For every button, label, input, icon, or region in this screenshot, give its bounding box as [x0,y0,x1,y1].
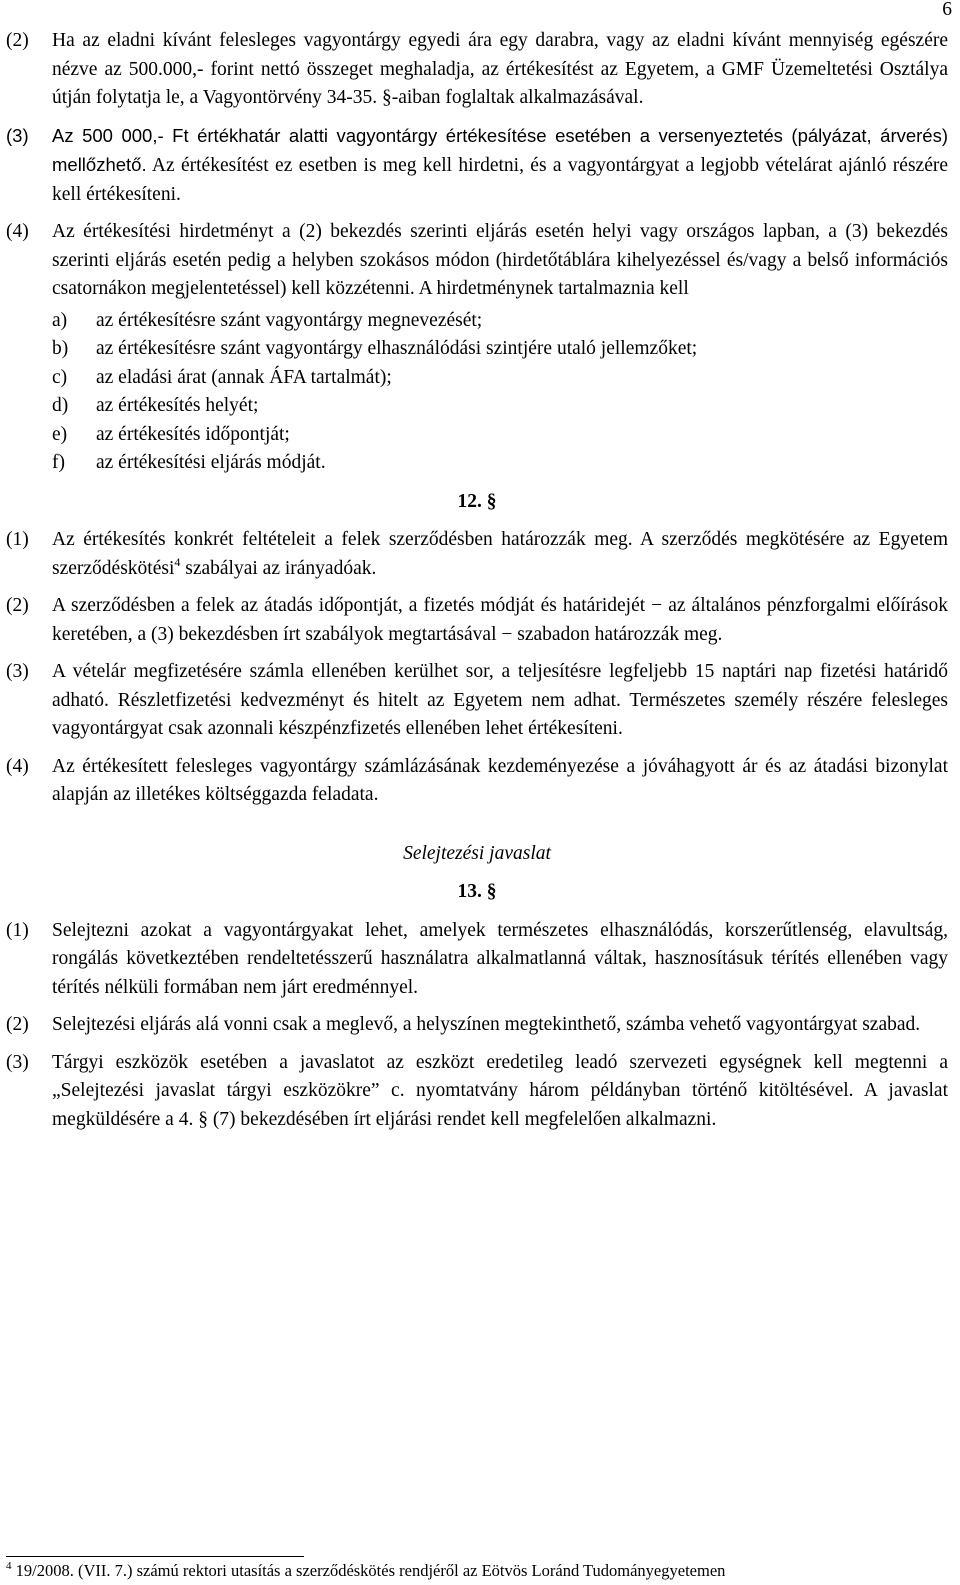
list-text: az értékesítési eljárás módját. [96,452,326,473]
paragraph-text-sans: Az 500 000,- Ft értékhatár alatti vagyontárgy értékesítése esetében a versenyeztetés (pályázat, árverés) mellőzhető. [52,124,948,175]
paragraph-number: (3) [6,124,29,146]
paragraph-text: Az értékesített felesleges vagyontárgy számlázásának kezdeményezése a jóváhagyott ár és az átadási bizonylat alapján az illetékes költséggazda feladata. [52,755,948,805]
list-text: az eladási árat (annak ÁFA tartalmát); [96,366,392,388]
paragraph-number: (3) [6,1051,29,1073]
paragraph-number: (2) [6,595,29,616]
footnote-marker: 4 [6,1560,12,1572]
paragraph-text: A szerződésben a felek az átadás időpontját, a fizetés módját és határidejét − az általános pénzforgalmi előírások keretében, a (3) bekezdésben írt szabályok megtartásával − szabadon határozzák meg. [52,595,948,645]
paragraph-text [52,122,948,210]
list-item [52,449,948,478]
paragraph-text [52,526,948,583]
paragraph-number: (1) [6,919,29,941]
paragraph-number: (3) [6,661,29,682]
footnote-reference: 4 [174,554,181,569]
list-item [52,335,948,364]
paragraph-13-2 [6,1011,948,1040]
paragraph-number: (4) [6,221,29,242]
paragraph-text: A vételár megfizetésére számla ellenében kerülhet sor, a teljesítésre legfeljebb 15 naptári nap fizetési határidő adható. Részletfizetési kedvezményt és hitelt az Egyetem nem adhat. Természetes személy részére felesleges vagyontárgyat csak azonnali készpénzfizetés ellenében lehet értékesíteni. [52,661,948,739]
paragraph-text: Selejtezési eljárás alá vonni csak a meglevő, a helyszínen megtekinthető, számba vehető vagyontárgyat szabad. [52,1014,921,1035]
list-label: c) [52,366,68,388]
paragraph-text: Az értékesítési hirdetményt a (2) bekezdés szerinti eljárás esetén helyi vagy országos lapban, a (3) bekezdés szerinti eljárás esetén pedig a helyben szokásos módon (hirdetőtáblára kihelyezéssel és/vagy a belső információs csatornákon megjelentetéssel) kell közzétenni. A hirdetménynek tartalmaznia kell [52,221,948,299]
paragraph-3 [6,122,948,210]
paragraph-number: (2) [6,30,29,51]
paragraph-13-1 [6,917,948,1003]
list-item [52,421,948,450]
footnote-separator [6,1556,304,1557]
paragraph-text-serif: Az értékesítést ez esetben is meg kell hirdetni, és a vagyontárgyat a legjobb vételárat ajánló részére kell értékesíteni. [52,155,948,205]
paragraph-text: Ha az eladni kívánt felesleges vagyontárgy egyedi ára egy darabra, vagy az eladni kívánt mennyiség egészére nézve az 500.000,- forint nettó összeget meghaladja, az értékesítést az Egyetem, a GMF Üzemeltetési Osztálya útján folytatja le, a Vagyontörvény 34-35. §-aiban foglaltak alkalmazásával. [52,30,948,108]
list-item [52,364,948,393]
list-text: az értékesítés időpontját; [96,423,290,445]
list-text: az értékesítés helyét; [96,395,259,416]
list-label: d) [52,395,69,416]
footnote-text: 19/2008. (VII. 7.) számú rektori utasítás a szerződéskötés rendjéről az Eötvös Loránd Tudományegyetemen [11,1561,726,1580]
list-label: e) [52,423,68,445]
section-13-heading: 13. § [457,881,497,902]
paragraph-12-1 [6,526,948,583]
requirements-list [52,307,948,478]
page-number: 6 [942,0,952,20]
paragraph-number: (2) [6,1014,29,1035]
list-label: a) [52,309,68,331]
list-text: az értékesítésre szánt vagyontárgy megnevezését; [96,309,483,331]
paragraph-12-2 [6,592,948,649]
list-item [52,392,948,421]
paragraph-12-3 [6,658,948,744]
list-label: f) [52,452,65,473]
paragraph-2 [6,27,948,113]
paragraph-text-before: Az értékesítés konkrét feltételeit a felek szerződésben határozzák meg. A szerződés megkötésére az Egyetem szerződéskötési [52,529,948,579]
paragraph-number: (1) [6,529,29,550]
list-item [52,307,948,336]
section-12-heading: 12. § [457,490,497,512]
paragraph-number: (4) [6,755,29,777]
paragraph-text: Tárgyi eszközök esetében a javaslatot az eszközt eredetileg leadó szervezeti egységnek kell megtenni a „Selejtezési javaslat tárgyi eszközökre” c. nyomtatvány három példányban történő kitöltésével. A javaslat megküldésére a 4. § (7) bekezdésében írt eljárási rendet kell megfelelően alkalmazni. [52,1051,948,1130]
footnote [6,1560,725,1582]
subsection-heading: Selejtezési javaslat [403,842,551,864]
list-label: b) [52,338,69,359]
paragraph-12-4 [6,753,948,810]
list-text: az értékesítésre szánt vagyontárgy elhasználódási szintjére utaló jellemzőket; [96,338,698,359]
paragraph-4 [6,218,948,304]
paragraph-text-after: szabályai az irányadóak. [180,557,377,579]
document-body [6,27,948,1143]
paragraph-13-3 [6,1049,948,1135]
paragraph-text: Selejtezni azokat a vagyontárgyakat lehet, amelyek természetes elhasználódás, korszerűtlenség, elavultság, rongálás következtében rendeltetésszerű használatra alkalmatlanná váltak, hasznosításuk térítés ellenében vagy térítés nélküli formában nem járt eredménnyel. [52,919,948,998]
